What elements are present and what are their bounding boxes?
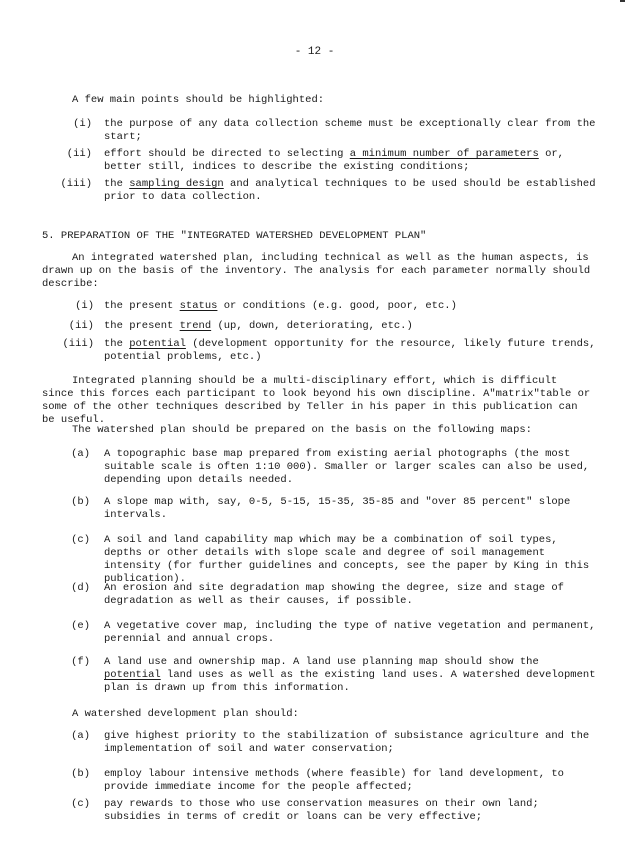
- describe-label: (iii): [62, 338, 94, 350]
- underlined-phrase: potential: [104, 669, 161, 681]
- plan-should-label: (c): [71, 798, 90, 810]
- describe-text: the potential (development opportunity for the resource, likely future trends, potential problems, etc.): [104, 338, 596, 363]
- underlined-phrase: status: [179, 300, 218, 312]
- describe-text: the present trend (up, down, deteriorating, etc.): [104, 320, 413, 332]
- corner-mark: [620, 0, 625, 2]
- map-label: (b): [71, 496, 90, 508]
- underlined-phrase: potential: [129, 338, 186, 350]
- plan-should-text: employ labour intensive methods (where feasible) for land development, to provide immediate income for the people affected;: [104, 768, 564, 793]
- describe-label: (ii): [68, 320, 94, 332]
- map-text: A slope map with, say, 0-5, 5-15, 15-35, 35-85 and "over 85 percent" slope intervals.: [104, 496, 571, 521]
- underlined-phrase: a minimum number of parameters: [349, 148, 539, 160]
- plan-should-intro: A watershed development plan should:: [72, 708, 299, 720]
- plan-should-text: give highest priority to the stabilization of subsistance agriculture and the implementation of soil and water conservation;: [104, 730, 590, 755]
- map-text: A land use and ownership map. A land use planning map should show the potential land uses as well as the existing land uses. A watershed development plan is drawn up from this information.: [104, 656, 596, 694]
- map-label: (d): [71, 582, 90, 594]
- map-text: A soil and land capability map which may be a combination of soil types, depths or other details with slope scale and degree of soil management intensity (for further guidelines and concepts, see the paper by King in this publication).: [104, 534, 590, 585]
- map-text: A vegetative cover map, including the type of native vegetation and permanent, perennial and annual crops.: [104, 620, 596, 645]
- point-text: the sampling design and analytical techniques to be used should be established prior to data collection.: [104, 178, 596, 203]
- underlined-phrase: sampling design: [129, 178, 224, 190]
- plan-should-text: pay rewards to those who use conservation measures on their own land; subsidies in terms of credit or loans can be very effective;: [104, 798, 539, 823]
- page-number: - 12 -: [294, 46, 335, 58]
- map-text: An erosion and site degradation map showing the degree, size and stage of degradation as well as their causes, if possible.: [104, 582, 564, 607]
- map-label: (e): [71, 620, 90, 632]
- underlined-phrase: trend: [179, 320, 212, 332]
- plan-should-label: (a): [71, 730, 90, 742]
- describe-label: (i): [75, 300, 94, 312]
- point-label: (iii): [60, 178, 92, 190]
- map-label: (a): [71, 448, 90, 460]
- maps-intro: The watershed plan should be prepared on the basis on the following maps:: [72, 424, 532, 436]
- intro-text: A few main points should be highlighted:: [72, 94, 325, 106]
- integrated-paragraph: Integrated planning should be a multi-disciplinary effort, which is difficult since this forces each participant to look beyond his own discipline. A"matrix"table or some of the other techniques described by Teller in his paper in this publication can be useful.: [42, 375, 591, 426]
- map-label: (f): [71, 656, 90, 668]
- point-label: (ii): [66, 148, 92, 160]
- section-heading: 5. PREPARATION OF THE "INTEGRATED WATERSHED DEVELOPMENT PLAN": [42, 230, 427, 242]
- point-text: effort should be directed to selecting a minimum number of parameters or, better still, indices to describe the existing conditions;: [104, 148, 564, 173]
- point-label: (i): [73, 118, 92, 130]
- plan-should-label: (b): [71, 768, 90, 780]
- point-text: the purpose of any data collection scheme must be exceptionally clear from the start;: [104, 118, 596, 143]
- describe-text: the present status or conditions (e.g. good, poor, etc.): [104, 300, 457, 312]
- plan-paragraph: An integrated watershed plan, including technical as well as the human aspects, is drawn up on the basis of the inventory. The analysis for each parameter normally should describe:: [42, 252, 591, 290]
- map-label: (c): [71, 534, 90, 546]
- map-text: A topographic base map prepared from existing aerial photographs (the most suitable scale is often 1:10 000). Smaller or larger scales can also be used, depending upon details needed.: [104, 448, 590, 486]
